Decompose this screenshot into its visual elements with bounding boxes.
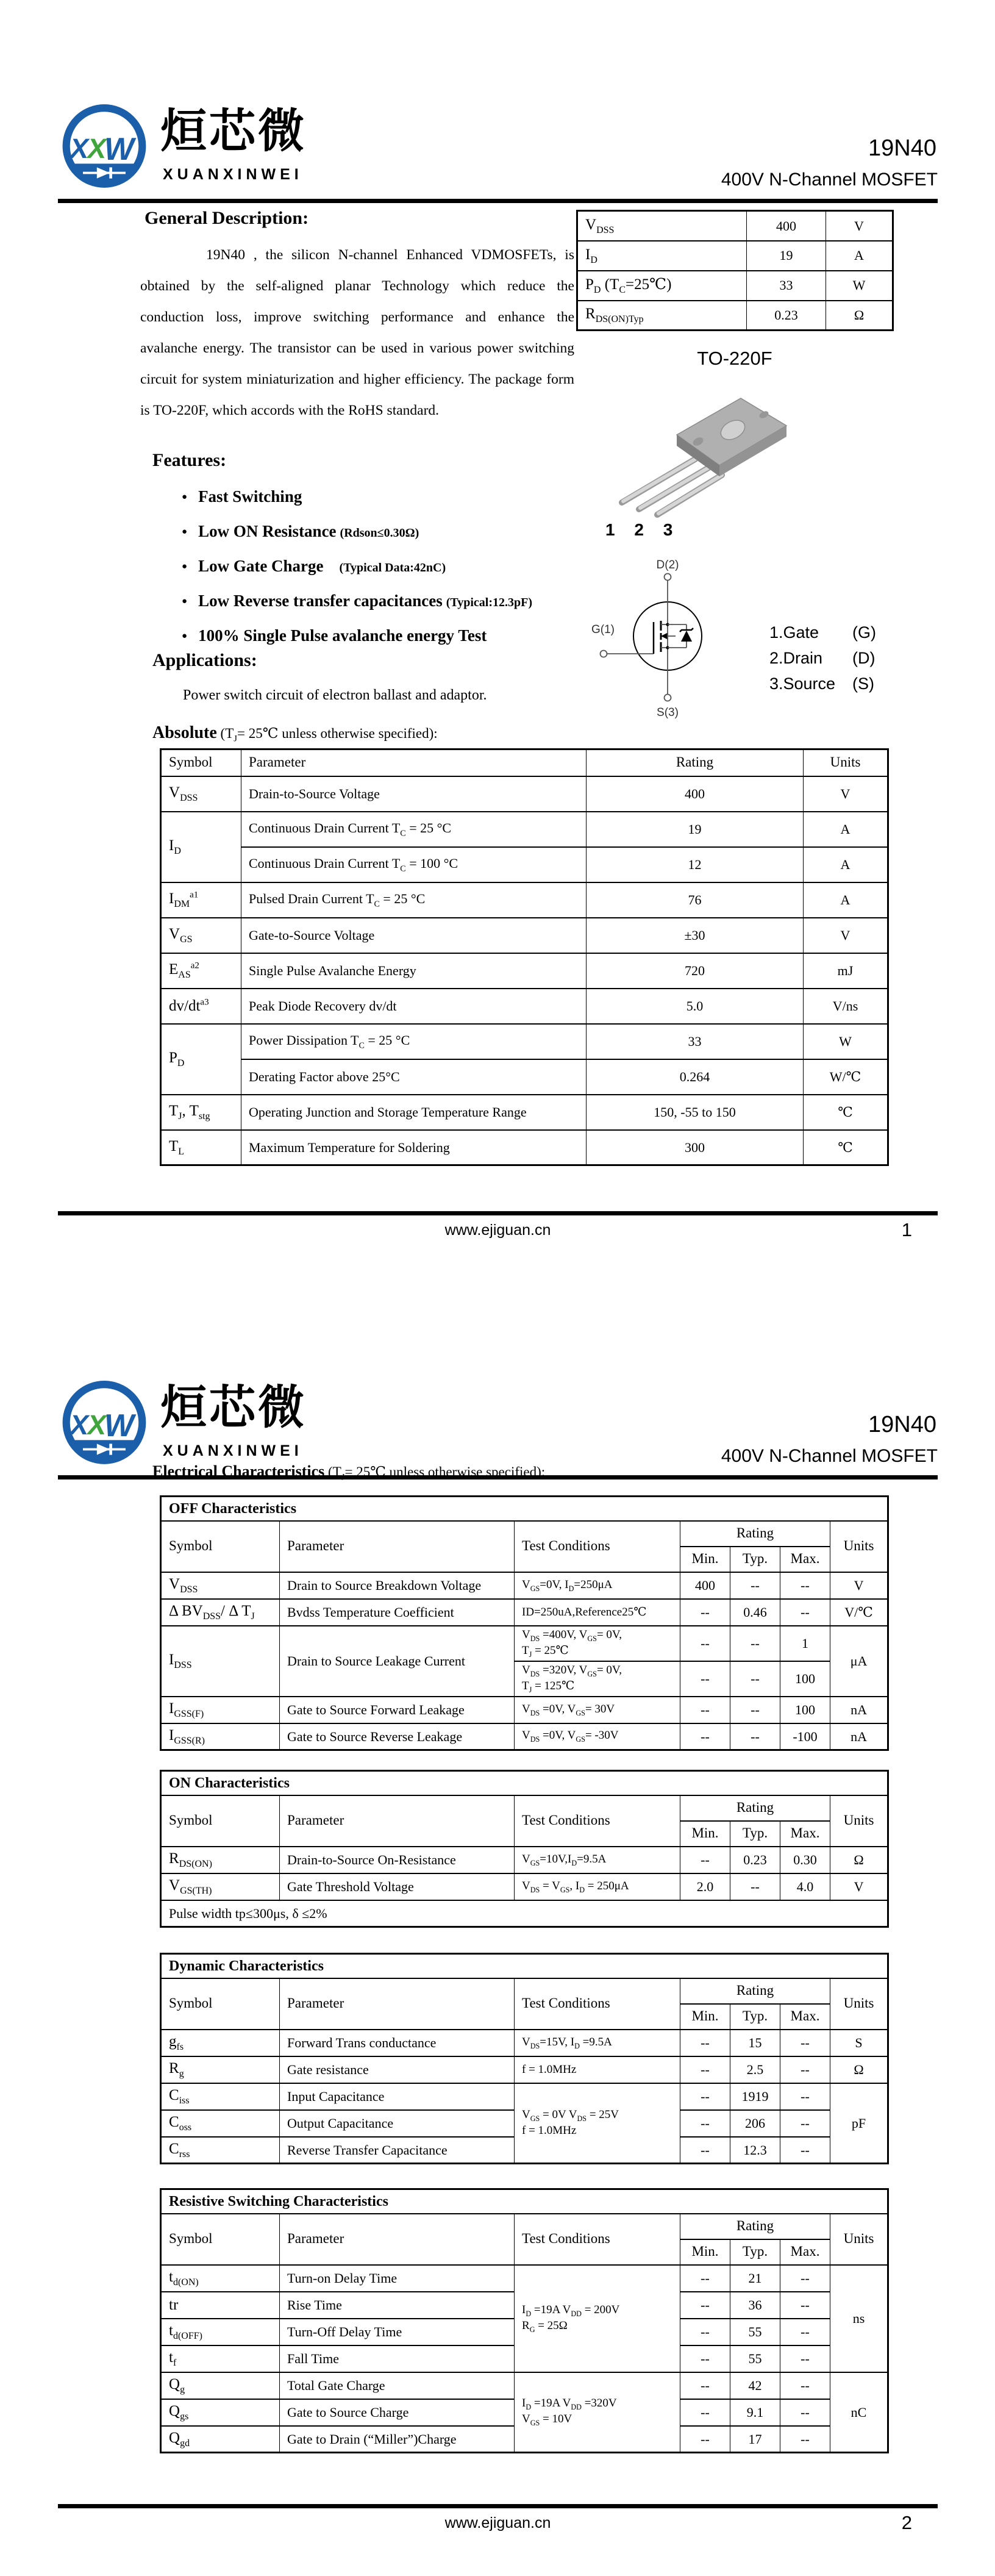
- table-cell: Typ.: [730, 2239, 780, 2265]
- table-cell: V/℃: [830, 1599, 888, 1626]
- table-cell: $I_{GSS(R)}$: [161, 1723, 280, 1750]
- table-cell: $dv/dt^{a3}$: [161, 989, 241, 1024]
- table-cell: Forward Trans conductance: [280, 2030, 515, 2056]
- table-cell: --: [680, 2399, 730, 2426]
- legend-pin-name: 2.Drain: [769, 649, 823, 667]
- company-name-en: XUANXINWEI: [163, 1442, 303, 1459]
- table-cell: Units: [830, 2214, 888, 2265]
- table-cell: Parameter: [280, 2214, 515, 2265]
- table-cell: Single Pulse Avalanche Energy: [241, 953, 587, 989]
- table-cell: 0.23: [747, 301, 826, 331]
- company-name-cn: 烜芯微: [160, 106, 307, 157]
- table-cell: --: [780, 1572, 830, 1599]
- feature-item: [182, 555, 532, 580]
- table-cell: 1919: [730, 2083, 780, 2110]
- table-cell: 19: [747, 241, 826, 271]
- table-cell: 15: [730, 2030, 780, 2056]
- table-cell: 0.46: [730, 1599, 780, 1626]
- table-cell: $I_D =19A$ $V_{DD} = 200V$ $R_G = 25\Omega$: [515, 2265, 680, 2372]
- table-cell: Drain to Source Breakdown Voltage: [280, 1572, 515, 1599]
- table-cell: Symbol: [161, 2214, 280, 2265]
- table-cell: Parameter: [280, 1521, 515, 1572]
- table-cell: Rating: [680, 1978, 830, 2004]
- table-cell: μA: [830, 1626, 888, 1697]
- features-list: [182, 485, 532, 659]
- table-cell: $R_{DS(ON)}$: [161, 1847, 280, 1873]
- resistive-switching-characteristics-table: [160, 2188, 889, 2453]
- applications-body: Power switch circuit of electron ballast and adaptor.: [183, 687, 487, 703]
- table-cell: --: [730, 1697, 780, 1723]
- table-cell: Operating Junction and Storage Temperature Range: [241, 1095, 587, 1130]
- heading-bold: Electrical Characteristics: [152, 1462, 325, 1480]
- table-cell: Drain to Source Leakage Current: [280, 1626, 515, 1697]
- table-cell: --: [680, 2030, 730, 2056]
- table-cell: Ω: [830, 1847, 888, 1873]
- table-cell: Parameter: [280, 1978, 515, 2030]
- table-cell: Parameter: [280, 1795, 515, 1847]
- table-cell: V/ns: [804, 989, 888, 1024]
- table-section-title: ON Characteristics: [161, 1771, 888, 1795]
- table-cell: Ω: [830, 2056, 888, 2083]
- table-cell: $T_L$: [161, 1130, 241, 1165]
- page-number: 1: [901, 1219, 912, 1240]
- feature-item: [182, 520, 532, 545]
- table-cell: --: [680, 2265, 730, 2292]
- table-cell: pF: [830, 2083, 888, 2164]
- legend-pin-letter: (D): [852, 649, 876, 667]
- table-cell: --: [680, 1661, 730, 1697]
- table-cell: --: [680, 2345, 730, 2372]
- table-cell: --: [730, 1873, 780, 1900]
- monogram-letter: X: [87, 1409, 107, 1441]
- table-cell: 4.0: [780, 1873, 830, 1900]
- table-cell: --: [680, 2426, 730, 2453]
- table-cell: Max.: [780, 1547, 830, 1572]
- table-cell: Test Conditions: [515, 1978, 680, 2030]
- company-logo-icon: [58, 1379, 151, 1472]
- table-cell: Gate resistance: [280, 2056, 515, 2083]
- table-cell: nA: [830, 1697, 888, 1723]
- table-cell: $V_{DSS}$: [161, 776, 241, 812]
- table-cell: Parameter: [241, 750, 587, 776]
- heading-bold: Absolute: [152, 723, 217, 742]
- table-cell: --: [680, 2083, 730, 2110]
- table-cell: 5.0: [587, 989, 804, 1024]
- absolute-ratings-heading: [152, 723, 438, 745]
- table-cell: --: [730, 1723, 780, 1750]
- table-cell: --: [680, 2292, 730, 2319]
- table-cell: W: [826, 271, 893, 301]
- table-cell: $Q_g$: [161, 2372, 280, 2399]
- table-cell: --: [780, 1599, 830, 1626]
- table-cell: ID=250uA,Reference25℃: [515, 1599, 680, 1626]
- table-cell: 36: [730, 2292, 780, 2319]
- table-cell: Min.: [680, 1547, 730, 1572]
- table-cell: A: [826, 241, 893, 271]
- table-cell: Units: [804, 750, 888, 776]
- table-cell: Power Dissipation $T_C = 25$ °C: [241, 1024, 587, 1059]
- feature-text: Fast Switching: [198, 487, 302, 506]
- bullet-icon: ●: [182, 562, 188, 571]
- table-cell: 33: [747, 271, 826, 301]
- table-cell: $C_{rss}$: [161, 2137, 280, 2164]
- table-cell: A: [804, 812, 888, 847]
- table-cell: Min.: [680, 2004, 730, 2030]
- feature-item: [182, 590, 532, 615]
- table-cell: Min.: [680, 2239, 730, 2265]
- table-cell: Max.: [780, 2239, 830, 2265]
- feature-item: [182, 624, 532, 649]
- table-cell: $E_{AS}^{a2}$: [161, 953, 241, 989]
- table-cell: 12.3: [730, 2137, 780, 2164]
- table-cell: 9.1: [730, 2399, 780, 2426]
- table-cell: --: [780, 2426, 830, 2453]
- table-cell: 21: [730, 2265, 780, 2292]
- legend-pin-letter: (S): [852, 674, 874, 693]
- table-cell: Rating: [680, 2214, 830, 2239]
- website-link[interactable]: www.ejiguan.cn: [444, 2514, 551, 2531]
- page2-footer: [58, 2504, 938, 2545]
- table-cell: $I_{DSS}$: [161, 1626, 280, 1697]
- table-cell: W: [804, 1024, 888, 1059]
- bullet-icon: ●: [182, 527, 188, 537]
- table-cell: Derating Factor above 25°C: [241, 1059, 587, 1095]
- table-cell: $R_{DS(ON)Typ}$: [577, 301, 747, 331]
- legend-pin-letter: (G): [852, 623, 876, 642]
- monogram-letter: X: [70, 1409, 89, 1441]
- table-cell: Turn-Off Delay Time: [280, 2319, 515, 2345]
- table-cell: $V_{GS}=0V$, $I_D=250\mu A$: [515, 1572, 680, 1599]
- table-cell: --: [780, 2372, 830, 2399]
- table-cell: --: [780, 2056, 830, 2083]
- table-cell: 2.5: [730, 2056, 780, 2083]
- table-cell: --: [780, 2137, 830, 2164]
- table-cell: --: [780, 2399, 830, 2426]
- table-cell: f = 1.0MHz: [515, 2056, 680, 2083]
- table-cell: --: [780, 2265, 830, 2292]
- feature-text: Low Gate Charge: [198, 557, 324, 575]
- heading-condition: ($T_J=$ 25℃ unless otherwise specified):: [324, 1464, 546, 1483]
- table-cell: Gate to Source Forward Leakage: [280, 1697, 515, 1723]
- table-cell: ns: [830, 2265, 888, 2372]
- table-cell: 400: [680, 1572, 730, 1599]
- table-cell: V: [804, 918, 888, 953]
- table-cell: --: [680, 2056, 730, 2083]
- table-cell: S: [830, 2030, 888, 2056]
- table-cell: Bvdss Temperature Coefficient: [280, 1599, 515, 1626]
- applications-heading: Applications:: [152, 650, 257, 670]
- table-cell: $t_{d(ON)}$: [161, 2265, 280, 2292]
- feature-text: 100% Single Pulse avalanche energy Test: [198, 626, 487, 645]
- features-heading: Features:: [152, 450, 227, 470]
- feature-item: [182, 485, 532, 510]
- table-cell: Max.: [780, 2004, 830, 2030]
- table-cell: Reverse Transfer Capacitance: [280, 2137, 515, 2164]
- table-cell: $T_J$, $T_{stg}$: [161, 1095, 241, 1130]
- table-section-title: Dynamic Characteristics: [161, 1954, 888, 1978]
- table-cell: ±30: [587, 918, 804, 953]
- table-cell: W/℃: [804, 1059, 888, 1095]
- table-cell: Ω: [826, 301, 893, 331]
- table-cell: Drain-to-Source Voltage: [241, 776, 587, 812]
- table-section-title: Resistive Switching Characteristics: [161, 2189, 888, 2214]
- table-cell: Peak Diode Recovery dv/dt: [241, 989, 587, 1024]
- company-name-en: XUANXINWEI: [163, 166, 303, 183]
- table-cell: 33: [587, 1024, 804, 1059]
- table-cell: Drain-to-Source On-Resistance: [280, 1847, 515, 1873]
- table-cell: --: [780, 2030, 830, 2056]
- table-cell: $g_{fs}$: [161, 2030, 280, 2056]
- package-title: TO-220F: [697, 348, 772, 369]
- bullet-icon: ●: [182, 631, 188, 641]
- table-cell: V: [830, 1873, 888, 1900]
- table-cell: --: [680, 1599, 730, 1626]
- gate-label: G(1): [591, 623, 615, 636]
- table-cell: 17: [730, 2426, 780, 2453]
- monogram-letter: W: [104, 131, 134, 167]
- table-cell: ℃: [804, 1095, 888, 1130]
- table-cell: Total Gate Charge: [280, 2372, 515, 2399]
- feature-text: Low ON Resistance: [198, 522, 337, 540]
- table-cell: 300: [587, 1130, 804, 1165]
- bullet-icon: ●: [182, 492, 188, 502]
- pin-numbers-label: 1 2 3: [605, 520, 680, 539]
- table-cell: --: [680, 1626, 730, 1661]
- table-cell: $V_{DS}=15V$, $I_D =9.5A$: [515, 2030, 680, 2056]
- table-cell: Typ.: [730, 1821, 780, 1847]
- table-cell: Turn-on Delay Time: [280, 2265, 515, 2292]
- table-cell: --: [680, 1847, 730, 1873]
- feature-text: Low Reverse transfer capacitances: [198, 592, 443, 610]
- table-cell: A: [804, 847, 888, 882]
- table-cell: nC: [830, 2372, 888, 2453]
- table-cell: Symbol: [161, 1978, 280, 2030]
- table-cell: 206: [730, 2110, 780, 2137]
- table-cell: $P_D$: [161, 1024, 241, 1095]
- table-cell: $V_{DSS}$: [161, 1572, 280, 1599]
- table-cell: $V_{DS} =320V$, $V_{GS}= 0V$, $T_J$ = 125℃: [515, 1661, 680, 1697]
- part-number: 19N40: [868, 1412, 936, 1437]
- table-cell: 12: [587, 847, 804, 882]
- table-cell: mJ: [804, 953, 888, 989]
- table-cell: 55: [730, 2345, 780, 2372]
- table-cell: Rating: [587, 750, 804, 776]
- table-cell: Test Conditions: [515, 1521, 680, 1572]
- monogram-letter: W: [104, 1408, 134, 1444]
- part-subtitle: 400V N-Channel MOSFET: [721, 170, 938, 190]
- table-cell: 400: [747, 211, 826, 241]
- table-cell: --: [680, 2372, 730, 2399]
- table-cell: 2.0: [680, 1873, 730, 1900]
- table-cell: Gate to Source Charge: [280, 2399, 515, 2426]
- table-cell: Gate Threshold Voltage: [280, 1873, 515, 1900]
- monogram-letter: X: [87, 133, 107, 165]
- website-link[interactable]: www.ejiguan.cn: [444, 1222, 551, 1239]
- table-cell: --: [780, 2319, 830, 2345]
- summary-ratings-table: [576, 210, 894, 331]
- table-cell: $V_{DSS}$: [577, 211, 747, 241]
- page1-footer: [58, 1211, 938, 1252]
- table-cell: --: [780, 2292, 830, 2319]
- table-cell: $t_f$: [161, 2345, 280, 2372]
- table-cell: $V_{GS}$: [161, 918, 241, 953]
- table-cell: --: [730, 1661, 780, 1697]
- table-cell: 55: [730, 2319, 780, 2345]
- table-cell: 1: [780, 1626, 830, 1661]
- table-cell: Gate to Drain (“Miller”)Charge: [280, 2426, 515, 2453]
- table-cell: nA: [830, 1723, 888, 1750]
- page-number: 2: [901, 2512, 912, 2533]
- table-cell: Δ $BV_{DSS}/$ Δ $T_J$: [161, 1599, 280, 1626]
- table-cell: Symbol: [161, 1521, 280, 1572]
- table-cell: --: [780, 2345, 830, 2372]
- table-cell: V: [830, 1572, 888, 1599]
- company-name-cn: 烜芯微: [160, 1382, 307, 1434]
- table-cell: Gate to Source Reverse Leakage: [280, 1723, 515, 1750]
- mosfet-symbol-icon: [585, 556, 762, 721]
- table-cell: $Q_{gs}$: [161, 2399, 280, 2426]
- table-cell: $V_{GS}=10V,I_D=9.5A$: [515, 1847, 680, 1873]
- package-3d-icon: [604, 383, 799, 520]
- table-cell: 0.23: [730, 1847, 780, 1873]
- table-cell: $I_D =19A$ $V_{DD} =320V$ $V_{GS} = 10V$: [515, 2372, 680, 2453]
- table-cell: $I_D$: [161, 812, 241, 882]
- table-cell: --: [680, 2319, 730, 2345]
- table-cell: 150, -55 to 150: [587, 1095, 804, 1130]
- table-cell: 100: [780, 1697, 830, 1723]
- source-label: S(3): [657, 706, 679, 719]
- table-cell: Units: [830, 1521, 888, 1572]
- table-cell: Test Conditions: [515, 1795, 680, 1847]
- feature-note: (Typical Data:42nC): [339, 561, 446, 574]
- table-cell: --: [780, 2110, 830, 2137]
- electrical-characteristics-heading: [152, 1462, 545, 1483]
- table-cell: tr: [161, 2292, 280, 2319]
- legend-pin-name: 3.Source: [769, 674, 836, 693]
- table-cell: $I_{GSS(F)}$: [161, 1697, 280, 1723]
- table-cell: $V_{DS} =400V$, $V_{GS}= 0V$, $T_J$ = 25℃: [515, 1626, 680, 1661]
- table-cell: Pulse width tp≤300μs, δ ≤2%: [161, 1900, 888, 1927]
- dynamic-characteristics-table: [160, 1953, 889, 2164]
- table-cell: --: [780, 2083, 830, 2110]
- monogram-letter: X: [70, 133, 89, 165]
- table-cell: Symbol: [161, 750, 241, 776]
- feature-note: (Rdson≤0.30Ω): [340, 526, 419, 540]
- absolute-maximum-ratings-table: [160, 748, 889, 1166]
- table-cell: 400: [587, 776, 804, 812]
- table-cell: 100: [780, 1661, 830, 1697]
- table-cell: Rating: [680, 1795, 830, 1821]
- table-cell: --: [730, 1572, 780, 1599]
- table-section-title: OFF Characteristics: [161, 1497, 888, 1521]
- table-cell: Typ.: [730, 2004, 780, 2030]
- on-characteristics-table: [160, 1770, 889, 1928]
- table-cell: $V_{GS(TH)}$: [161, 1873, 280, 1900]
- table-cell: V: [804, 776, 888, 812]
- table-cell: A: [804, 882, 888, 918]
- pin-function-legend: [769, 620, 876, 696]
- company-logo-icon: [58, 102, 151, 195]
- table-cell: ℃: [804, 1130, 888, 1165]
- legend-item: [769, 671, 876, 696]
- table-cell: Output Capacitance: [280, 2110, 515, 2137]
- part-number: 19N40: [868, 135, 936, 161]
- table-cell: $V_{DS} = V_{GS}$, $I_D = 250\mu A$: [515, 1873, 680, 1900]
- feature-note: (Typical:12.3pF): [446, 596, 532, 609]
- legend-item: [769, 645, 876, 671]
- table-cell: 0.264: [587, 1059, 804, 1095]
- off-characteristics-table: [160, 1495, 889, 1751]
- table-cell: $V_{GS} = 0V$ $V_{DS} = 25V$ f = 1.0MHz: [515, 2083, 680, 2164]
- table-cell: $V_{DS} =0V$, $V_{GS}= 30V$: [515, 1697, 680, 1723]
- heading-condition: ($T_J=$ 25℃ unless otherwise specified):: [216, 726, 438, 744]
- table-cell: Rise Time: [280, 2292, 515, 2319]
- table-cell: --: [730, 1626, 780, 1661]
- legend-pin-name: 1.Gate: [769, 623, 819, 642]
- bullet-icon: ●: [182, 596, 188, 606]
- table-cell: 0.30: [780, 1847, 830, 1873]
- table-cell: --: [680, 2137, 730, 2164]
- table-cell: $C_{iss}$: [161, 2083, 280, 2110]
- table-cell: Gate-to-Source Voltage: [241, 918, 587, 953]
- table-cell: Max.: [780, 1821, 830, 1847]
- table-cell: $I_{DM}^{a1}$: [161, 882, 241, 918]
- table-cell: Units: [830, 1795, 888, 1847]
- general-description-heading: General Description:: [144, 208, 309, 228]
- table-cell: Units: [830, 1978, 888, 2030]
- drain-label: D(2): [656, 559, 679, 571]
- table-cell: Continuous Drain Current $T_C = 100$ °C: [241, 847, 587, 882]
- table-cell: Symbol: [161, 1795, 280, 1847]
- table-cell: $C_{oss}$: [161, 2110, 280, 2137]
- table-cell: $t_{d(OFF)}$: [161, 2319, 280, 2345]
- table-cell: --: [680, 2110, 730, 2137]
- table-cell: Pulsed Drain Current $T_C = 25$ °C: [241, 882, 587, 918]
- table-cell: 19: [587, 812, 804, 847]
- table-cell: 76: [587, 882, 804, 918]
- table-cell: --: [680, 1723, 730, 1750]
- legend-item: [769, 620, 876, 645]
- table-cell: $Q_{gd}$: [161, 2426, 280, 2453]
- table-cell: 720: [587, 953, 804, 989]
- table-cell: Fall Time: [280, 2345, 515, 2372]
- table-cell: $I_D$: [577, 241, 747, 271]
- table-cell: $V_{DS} =0V$, $V_{GS}= -30V$: [515, 1723, 680, 1750]
- table-cell: $R_g$: [161, 2056, 280, 2083]
- part-subtitle: 400V N-Channel MOSFET: [721, 1446, 938, 1466]
- table-cell: Continuous Drain Current $T_C = 25$ °C: [241, 812, 587, 847]
- table-cell: Min.: [680, 1821, 730, 1847]
- table-cell: Maximum Temperature for Soldering: [241, 1130, 587, 1165]
- table-cell: 42: [730, 2372, 780, 2399]
- table-cell: Rating: [680, 1521, 830, 1547]
- table-cell: --: [680, 1697, 730, 1723]
- general-description-body: 19N40 , the silicon N-channel Enhanced VDMOSFETs, is obtained by the self-aligned planar Technology which reduce the conduction loss, improve switching performance and enhance the avalanche energy. The transistor can be used in various power switching circuit for system miniaturization and higher efficiency. The package form is TO-220F, which accords with the RoHS standard.: [140, 247, 574, 418]
- table-cell: -100: [780, 1723, 830, 1750]
- table-cell: $P_D$ $(T_C=25℃)$: [577, 271, 747, 301]
- table-cell: Test Conditions: [515, 2214, 680, 2265]
- table-cell: V: [826, 211, 893, 241]
- page1-header: [58, 98, 938, 203]
- table-cell: Input Capacitance: [280, 2083, 515, 2110]
- table-cell: Typ.: [730, 1547, 780, 1572]
